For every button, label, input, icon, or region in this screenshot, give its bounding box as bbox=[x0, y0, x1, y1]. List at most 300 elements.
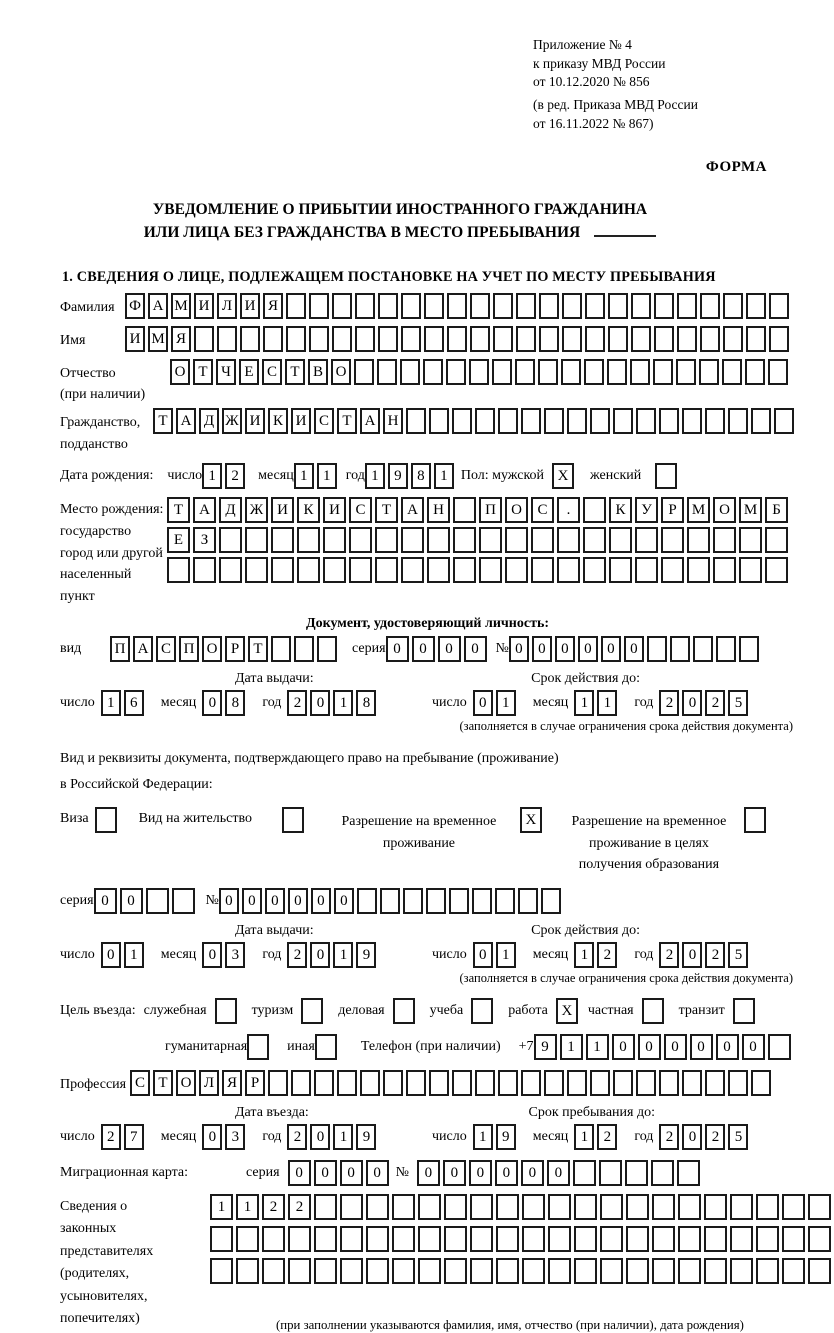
char-box[interactable] bbox=[599, 1160, 622, 1186]
char-box[interactable]: 9 bbox=[388, 463, 408, 489]
char-box[interactable]: 1 bbox=[294, 463, 314, 489]
doc-issue-year[interactable] bbox=[287, 690, 379, 716]
char-box[interactable] bbox=[739, 527, 762, 553]
char-box[interactable] bbox=[722, 359, 742, 385]
char-box[interactable] bbox=[704, 1194, 727, 1220]
char-box[interactable] bbox=[470, 326, 490, 352]
char-box[interactable] bbox=[653, 359, 673, 385]
doc-issue-day[interactable] bbox=[101, 690, 147, 716]
char-box[interactable] bbox=[651, 1160, 674, 1186]
char-box[interactable] bbox=[337, 1070, 357, 1096]
char-box[interactable]: О bbox=[713, 497, 736, 523]
char-box[interactable] bbox=[661, 527, 684, 553]
char-box[interactable]: 0 bbox=[120, 888, 143, 914]
char-box[interactable]: Т bbox=[153, 408, 173, 434]
char-box[interactable]: 0 bbox=[288, 1160, 311, 1186]
char-box[interactable]: Ж bbox=[245, 497, 268, 523]
char-box[interactable]: А bbox=[401, 497, 424, 523]
char-box[interactable]: 0 bbox=[473, 942, 493, 968]
char-box[interactable]: 1 bbox=[210, 1194, 233, 1220]
char-box[interactable] bbox=[355, 326, 375, 352]
char-box[interactable] bbox=[470, 293, 490, 319]
entry-year[interactable] bbox=[287, 1124, 379, 1150]
char-box[interactable]: Р bbox=[661, 497, 684, 523]
char-box[interactable]: 0 bbox=[386, 636, 409, 662]
char-box[interactable] bbox=[375, 527, 398, 553]
char-box[interactable] bbox=[782, 1226, 805, 1252]
char-box[interactable]: 2 bbox=[287, 690, 307, 716]
surname-input[interactable] bbox=[125, 293, 792, 319]
char-box[interactable] bbox=[470, 1194, 493, 1220]
char-box[interactable]: Е bbox=[239, 359, 259, 385]
char-box[interactable] bbox=[557, 527, 580, 553]
char-box[interactable]: З bbox=[193, 527, 216, 553]
residence-issue-day[interactable] bbox=[101, 942, 147, 968]
char-box[interactable]: 1 bbox=[473, 1124, 493, 1150]
char-box[interactable]: 0 bbox=[469, 1160, 492, 1186]
char-box[interactable] bbox=[288, 1258, 311, 1284]
char-box[interactable] bbox=[539, 326, 559, 352]
char-box[interactable] bbox=[314, 1226, 337, 1252]
char-box[interactable]: Н bbox=[427, 497, 450, 523]
char-box[interactable] bbox=[219, 527, 242, 553]
char-box[interactable] bbox=[670, 636, 690, 662]
char-box[interactable]: 0 bbox=[417, 1160, 440, 1186]
char-box[interactable] bbox=[713, 557, 736, 583]
char-box[interactable] bbox=[756, 1194, 779, 1220]
char-box[interactable] bbox=[522, 1258, 545, 1284]
char-box[interactable] bbox=[172, 888, 195, 914]
char-box[interactable] bbox=[647, 636, 667, 662]
char-box[interactable]: 1 bbox=[574, 690, 594, 716]
char-box[interactable]: 0 bbox=[612, 1034, 635, 1060]
char-box[interactable]: С bbox=[262, 359, 282, 385]
char-box[interactable]: 2 bbox=[225, 463, 245, 489]
char-box[interactable]: 2 bbox=[659, 1124, 679, 1150]
char-box[interactable] bbox=[652, 1226, 675, 1252]
char-box[interactable] bbox=[607, 359, 627, 385]
residence-permit-checkbox[interactable] bbox=[282, 807, 304, 833]
char-box[interactable] bbox=[700, 326, 720, 352]
char-box[interactable] bbox=[444, 1194, 467, 1220]
char-box[interactable] bbox=[424, 326, 444, 352]
sex-male-checkbox[interactable]: X bbox=[552, 463, 574, 489]
char-box[interactable] bbox=[516, 326, 536, 352]
char-box[interactable]: 1 bbox=[496, 690, 516, 716]
char-box[interactable] bbox=[728, 1070, 748, 1096]
char-box[interactable] bbox=[652, 1258, 675, 1284]
stay-day[interactable] bbox=[473, 1124, 519, 1150]
char-box[interactable] bbox=[600, 1226, 623, 1252]
char-box[interactable]: 0 bbox=[638, 1034, 661, 1060]
char-box[interactable] bbox=[498, 1070, 518, 1096]
char-box[interactable]: 0 bbox=[742, 1034, 765, 1060]
char-box[interactable]: 6 bbox=[124, 690, 144, 716]
char-box[interactable] bbox=[392, 1226, 415, 1252]
char-box[interactable] bbox=[314, 1194, 337, 1220]
char-box[interactable] bbox=[521, 408, 541, 434]
char-box[interactable] bbox=[699, 359, 719, 385]
residence-issue-month[interactable] bbox=[202, 942, 248, 968]
stay-month[interactable] bbox=[574, 1124, 620, 1150]
entry-month[interactable] bbox=[202, 1124, 248, 1150]
char-box[interactable] bbox=[469, 359, 489, 385]
char-box[interactable]: И bbox=[125, 326, 145, 352]
char-box[interactable]: 0 bbox=[555, 636, 575, 662]
char-box[interactable]: Ж bbox=[222, 408, 242, 434]
char-box[interactable]: 0 bbox=[464, 636, 487, 662]
char-box[interactable]: 0 bbox=[601, 636, 621, 662]
purpose-other-checkbox[interactable] bbox=[315, 1034, 337, 1060]
purpose-business-checkbox[interactable] bbox=[393, 998, 415, 1024]
char-box[interactable] bbox=[659, 408, 679, 434]
char-box[interactable] bbox=[314, 1258, 337, 1284]
char-box[interactable] bbox=[746, 293, 766, 319]
char-box[interactable] bbox=[349, 527, 372, 553]
birth-place-line1[interactable] bbox=[167, 497, 791, 523]
char-box[interactable] bbox=[693, 636, 713, 662]
char-box[interactable]: 2 bbox=[101, 1124, 121, 1150]
birth-month-input[interactable] bbox=[294, 463, 340, 489]
char-box[interactable] bbox=[600, 1194, 623, 1220]
char-box[interactable] bbox=[600, 1258, 623, 1284]
char-box[interactable]: 0 bbox=[202, 1124, 222, 1150]
char-box[interactable] bbox=[682, 408, 702, 434]
char-box[interactable] bbox=[493, 326, 513, 352]
char-box[interactable] bbox=[505, 527, 528, 553]
char-box[interactable]: И bbox=[194, 293, 214, 319]
char-box[interactable]: У bbox=[635, 497, 658, 523]
char-box[interactable]: 0 bbox=[682, 1124, 702, 1150]
char-box[interactable] bbox=[406, 1070, 426, 1096]
char-box[interactable]: Я bbox=[222, 1070, 242, 1096]
char-box[interactable] bbox=[366, 1194, 389, 1220]
char-box[interactable] bbox=[626, 1258, 649, 1284]
char-box[interactable] bbox=[288, 1226, 311, 1252]
sex-female-checkbox[interactable] bbox=[655, 463, 677, 489]
char-box[interactable]: О bbox=[202, 636, 222, 662]
char-box[interactable]: 9 bbox=[356, 942, 376, 968]
char-box[interactable]: 0 bbox=[578, 636, 598, 662]
char-box[interactable]: Е bbox=[167, 527, 190, 553]
char-box[interactable]: Ф bbox=[125, 293, 145, 319]
char-box[interactable] bbox=[756, 1258, 779, 1284]
char-box[interactable] bbox=[677, 1160, 700, 1186]
char-box[interactable] bbox=[567, 1070, 587, 1096]
char-box[interactable]: 0 bbox=[242, 888, 262, 914]
birth-year-input[interactable] bbox=[365, 463, 457, 489]
char-box[interactable]: Т bbox=[248, 636, 268, 662]
birth-place-line3[interactable] bbox=[167, 557, 791, 583]
char-box[interactable] bbox=[609, 557, 632, 583]
char-box[interactable]: 0 bbox=[311, 888, 331, 914]
char-box[interactable] bbox=[236, 1258, 259, 1284]
char-box[interactable] bbox=[585, 293, 605, 319]
char-box[interactable]: Я bbox=[171, 326, 191, 352]
residence-valid-day[interactable] bbox=[473, 942, 519, 968]
char-box[interactable] bbox=[677, 293, 697, 319]
char-box[interactable] bbox=[573, 1160, 596, 1186]
char-box[interactable] bbox=[522, 1226, 545, 1252]
birth-place-line2[interactable] bbox=[167, 527, 791, 553]
char-box[interactable] bbox=[271, 636, 291, 662]
char-box[interactable]: М bbox=[171, 293, 191, 319]
char-box[interactable]: О bbox=[176, 1070, 196, 1096]
char-box[interactable]: 0 bbox=[288, 888, 308, 914]
char-box[interactable]: М bbox=[739, 497, 762, 523]
char-box[interactable] bbox=[746, 326, 766, 352]
char-box[interactable] bbox=[613, 1070, 633, 1096]
char-box[interactable]: О bbox=[170, 359, 190, 385]
char-box[interactable] bbox=[531, 557, 554, 583]
char-box[interactable]: 1 bbox=[560, 1034, 583, 1060]
char-box[interactable]: 1 bbox=[365, 463, 385, 489]
residence-number-input[interactable] bbox=[219, 888, 564, 914]
char-box[interactable] bbox=[590, 408, 610, 434]
char-box[interactable] bbox=[357, 888, 377, 914]
char-box[interactable]: 0 bbox=[664, 1034, 687, 1060]
char-box[interactable] bbox=[340, 1226, 363, 1252]
char-box[interactable] bbox=[574, 1258, 597, 1284]
char-box[interactable] bbox=[354, 359, 374, 385]
char-box[interactable] bbox=[418, 1258, 441, 1284]
char-box[interactable] bbox=[309, 326, 329, 352]
residence-valid-year[interactable] bbox=[659, 942, 751, 968]
char-box[interactable] bbox=[585, 326, 605, 352]
char-box[interactable]: Т bbox=[193, 359, 213, 385]
purpose-tourism-checkbox[interactable] bbox=[301, 998, 323, 1024]
char-box[interactable]: 9 bbox=[496, 1124, 516, 1150]
birth-day-input[interactable] bbox=[202, 463, 248, 489]
char-box[interactable] bbox=[608, 326, 628, 352]
char-box[interactable]: Л bbox=[199, 1070, 219, 1096]
char-box[interactable]: 1 bbox=[317, 463, 337, 489]
char-box[interactable]: 1 bbox=[574, 1124, 594, 1150]
char-box[interactable]: И bbox=[291, 408, 311, 434]
char-box[interactable] bbox=[323, 527, 346, 553]
char-box[interactable]: П bbox=[110, 636, 130, 662]
char-box[interactable] bbox=[447, 293, 467, 319]
purpose-transit-checkbox[interactable] bbox=[733, 998, 755, 1024]
char-box[interactable] bbox=[631, 326, 651, 352]
char-box[interactable] bbox=[518, 888, 538, 914]
char-box[interactable] bbox=[401, 557, 424, 583]
char-box[interactable]: П bbox=[479, 497, 502, 523]
char-box[interactable]: 1 bbox=[333, 690, 353, 716]
char-box[interactable] bbox=[447, 326, 467, 352]
char-box[interactable] bbox=[574, 1194, 597, 1220]
char-box[interactable] bbox=[444, 1226, 467, 1252]
char-box[interactable] bbox=[505, 557, 528, 583]
char-box[interactable]: А bbox=[176, 408, 196, 434]
char-box[interactable]: 0 bbox=[202, 690, 222, 716]
char-box[interactable] bbox=[323, 557, 346, 583]
char-box[interactable] bbox=[317, 636, 337, 662]
char-box[interactable] bbox=[263, 326, 283, 352]
char-box[interactable] bbox=[522, 1194, 545, 1220]
migration-series-input[interactable] bbox=[288, 1160, 392, 1186]
char-box[interactable] bbox=[377, 359, 397, 385]
temp-residence-education-checkbox[interactable] bbox=[744, 807, 766, 833]
residence-valid-month[interactable] bbox=[574, 942, 620, 968]
char-box[interactable] bbox=[630, 359, 650, 385]
char-box[interactable]: Я bbox=[263, 293, 283, 319]
char-box[interactable] bbox=[429, 408, 449, 434]
char-box[interactable] bbox=[808, 1258, 831, 1284]
char-box[interactable]: 0 bbox=[682, 942, 702, 968]
char-box[interactable] bbox=[418, 1226, 441, 1252]
char-box[interactable] bbox=[583, 527, 606, 553]
char-box[interactable]: Р bbox=[245, 1070, 265, 1096]
char-box[interactable] bbox=[631, 293, 651, 319]
doc-issue-month[interactable] bbox=[202, 690, 248, 716]
char-box[interactable]: 2 bbox=[659, 690, 679, 716]
char-box[interactable]: 9 bbox=[356, 1124, 376, 1150]
char-box[interactable]: 2 bbox=[659, 942, 679, 968]
char-box[interactable]: 1 bbox=[124, 942, 144, 968]
char-box[interactable]: 0 bbox=[310, 1124, 330, 1150]
char-box[interactable] bbox=[636, 1070, 656, 1096]
char-box[interactable]: 0 bbox=[521, 1160, 544, 1186]
char-box[interactable]: Т bbox=[337, 408, 357, 434]
char-box[interactable]: И bbox=[323, 497, 346, 523]
char-box[interactable]: 1 bbox=[333, 942, 353, 968]
char-box[interactable] bbox=[531, 527, 554, 553]
char-box[interactable] bbox=[392, 1258, 415, 1284]
char-box[interactable]: 9 bbox=[534, 1034, 557, 1060]
char-box[interactable] bbox=[245, 557, 268, 583]
char-box[interactable]: К bbox=[297, 497, 320, 523]
char-box[interactable] bbox=[378, 293, 398, 319]
char-box[interactable]: 0 bbox=[219, 888, 239, 914]
char-box[interactable] bbox=[360, 1070, 380, 1096]
char-box[interactable] bbox=[375, 557, 398, 583]
char-box[interactable]: 0 bbox=[94, 888, 117, 914]
char-box[interactable] bbox=[516, 293, 536, 319]
char-box[interactable]: 1 bbox=[586, 1034, 609, 1060]
char-box[interactable]: Т bbox=[375, 497, 398, 523]
char-box[interactable] bbox=[544, 408, 564, 434]
char-box[interactable] bbox=[636, 408, 656, 434]
char-box[interactable] bbox=[682, 1070, 702, 1096]
char-box[interactable]: 0 bbox=[532, 636, 552, 662]
char-box[interactable]: 0 bbox=[314, 1160, 337, 1186]
char-box[interactable] bbox=[210, 1226, 233, 1252]
char-box[interactable] bbox=[262, 1258, 285, 1284]
char-box[interactable] bbox=[515, 359, 535, 385]
char-box[interactable] bbox=[366, 1258, 389, 1284]
char-box[interactable] bbox=[453, 497, 476, 523]
char-box[interactable]: А bbox=[360, 408, 380, 434]
char-box[interactable]: 8 bbox=[225, 690, 245, 716]
char-box[interactable] bbox=[366, 1226, 389, 1252]
char-box[interactable] bbox=[167, 557, 190, 583]
char-box[interactable] bbox=[475, 1070, 495, 1096]
char-box[interactable] bbox=[349, 557, 372, 583]
char-box[interactable] bbox=[654, 293, 674, 319]
purpose-study-checkbox[interactable] bbox=[471, 998, 493, 1024]
char-box[interactable]: 1 bbox=[333, 1124, 353, 1150]
char-box[interactable] bbox=[751, 408, 771, 434]
char-box[interactable] bbox=[782, 1258, 805, 1284]
char-box[interactable] bbox=[493, 293, 513, 319]
char-box[interactable]: 0 bbox=[716, 1034, 739, 1060]
char-box[interactable] bbox=[765, 527, 788, 553]
char-box[interactable] bbox=[262, 1226, 285, 1252]
char-box[interactable] bbox=[236, 1226, 259, 1252]
char-box[interactable]: С bbox=[349, 497, 372, 523]
char-box[interactable] bbox=[678, 1226, 701, 1252]
char-box[interactable]: 0 bbox=[690, 1034, 713, 1060]
char-box[interactable]: О bbox=[331, 359, 351, 385]
doc-valid-day[interactable] bbox=[473, 690, 519, 716]
char-box[interactable] bbox=[635, 557, 658, 583]
char-box[interactable] bbox=[661, 557, 684, 583]
char-box[interactable]: 7 bbox=[124, 1124, 144, 1150]
char-box[interactable]: М bbox=[687, 497, 710, 523]
char-box[interactable]: Д bbox=[199, 408, 219, 434]
char-box[interactable]: Д bbox=[219, 497, 242, 523]
char-box[interactable]: 5 bbox=[728, 942, 748, 968]
char-box[interactable] bbox=[427, 527, 450, 553]
char-box[interactable]: 1 bbox=[574, 942, 594, 968]
char-box[interactable] bbox=[401, 527, 424, 553]
char-box[interactable]: 3 bbox=[225, 1124, 245, 1150]
purpose-official-checkbox[interactable] bbox=[215, 998, 237, 1024]
char-box[interactable] bbox=[498, 408, 518, 434]
char-box[interactable] bbox=[716, 636, 736, 662]
stay-year[interactable] bbox=[659, 1124, 751, 1150]
char-box[interactable]: 0 bbox=[547, 1160, 570, 1186]
char-box[interactable]: 0 bbox=[310, 942, 330, 968]
purpose-private-checkbox[interactable] bbox=[642, 998, 664, 1024]
char-box[interactable] bbox=[548, 1258, 571, 1284]
doc-valid-year[interactable] bbox=[659, 690, 751, 716]
char-box[interactable] bbox=[704, 1226, 727, 1252]
char-box[interactable] bbox=[728, 408, 748, 434]
char-box[interactable]: 2 bbox=[287, 942, 307, 968]
char-box[interactable]: 0 bbox=[624, 636, 644, 662]
char-box[interactable] bbox=[470, 1258, 493, 1284]
char-box[interactable]: С bbox=[130, 1070, 150, 1096]
char-box[interactable] bbox=[495, 888, 515, 914]
char-box[interactable] bbox=[678, 1258, 701, 1284]
char-box[interactable]: А bbox=[193, 497, 216, 523]
char-box[interactable] bbox=[548, 1194, 571, 1220]
char-box[interactable] bbox=[492, 359, 512, 385]
char-box[interactable] bbox=[453, 527, 476, 553]
char-box[interactable]: Р bbox=[225, 636, 245, 662]
char-box[interactable] bbox=[574, 1226, 597, 1252]
given-name-input[interactable] bbox=[125, 326, 792, 352]
char-box[interactable] bbox=[470, 1226, 493, 1252]
char-box[interactable] bbox=[768, 359, 788, 385]
char-box[interactable]: Л bbox=[217, 293, 237, 319]
char-box[interactable] bbox=[756, 1226, 779, 1252]
char-box[interactable]: С bbox=[314, 408, 334, 434]
doc-valid-month[interactable] bbox=[574, 690, 620, 716]
char-box[interactable] bbox=[676, 359, 696, 385]
profession-input[interactable] bbox=[130, 1070, 774, 1096]
char-box[interactable] bbox=[452, 408, 472, 434]
char-box[interactable] bbox=[475, 408, 495, 434]
purpose-humanitarian-checkbox[interactable] bbox=[247, 1034, 269, 1060]
entry-day[interactable] bbox=[101, 1124, 147, 1150]
char-box[interactable] bbox=[401, 293, 421, 319]
temp-residence-checkbox[interactable]: X bbox=[520, 807, 542, 833]
citizenship-input[interactable] bbox=[153, 408, 797, 434]
char-box[interactable] bbox=[539, 293, 559, 319]
